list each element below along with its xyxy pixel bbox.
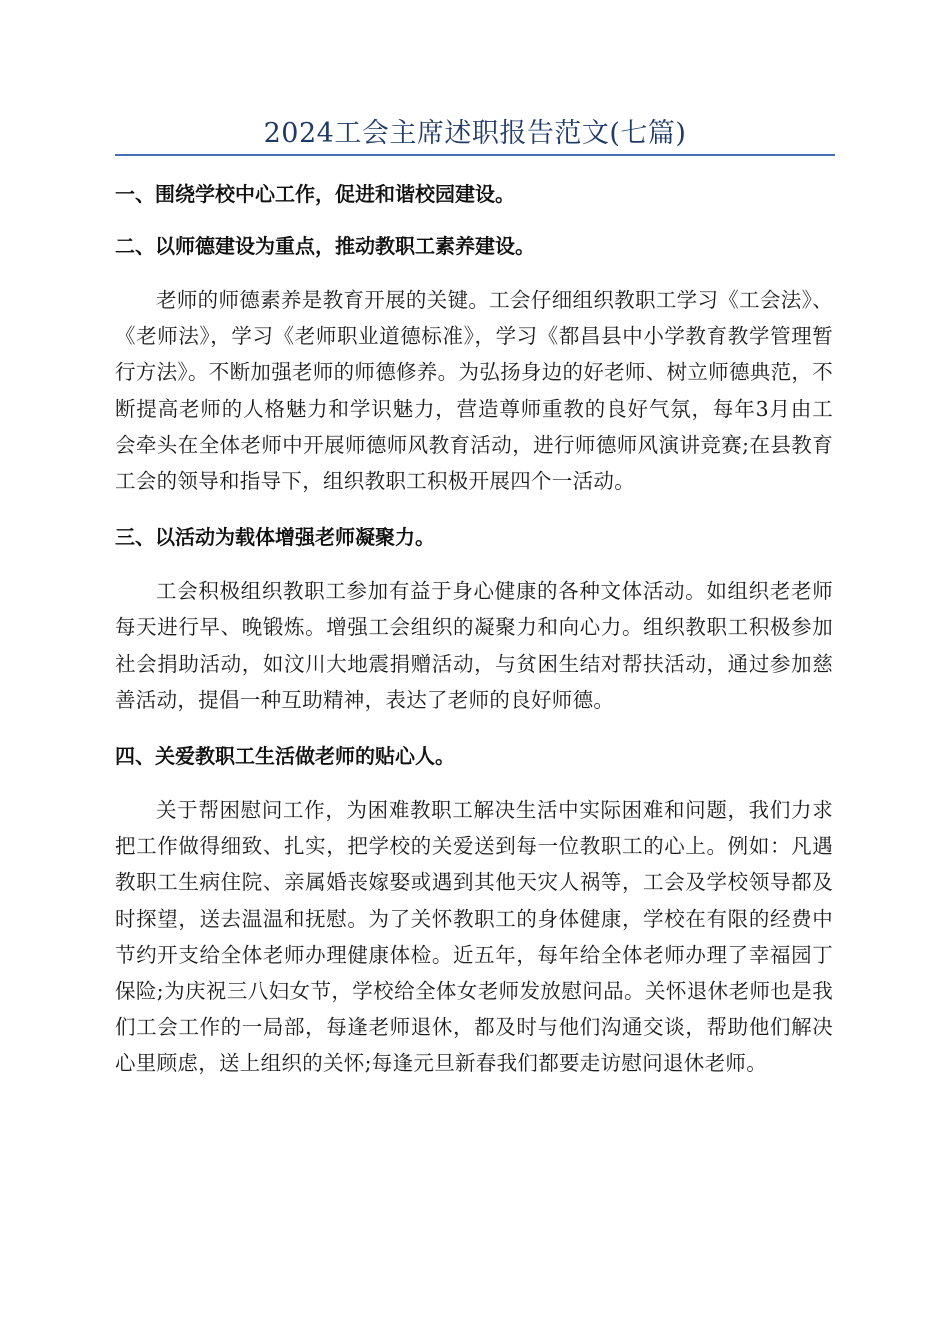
- section-paragraph-2: 老师的师德素养是教育开展的关键。工会仔细组织教职工学习《工会法》、《老师法》，学习《老师职业道德标准》，学习《都昌县中小学教育教学管理暂行方法》。不断加强老师的师德修养。为弘扬身边的好老师、树立师德典范，不断提高老师的人格魅力和学识魅力，营造尊师重教的良好气氛，每年3月由工会牵头在全体老师中开展师德师风教育活动，进行师德师风演讲竞赛;在县教育工会的领导和指导下，组织教职工积极开展四个一活动。: [115, 288, 833, 494]
- section-heading-2: 二、以师德建设为重点，推动教职工素养建设。: [115, 234, 535, 258]
- section-paragraph-4: 关于帮困慰问工作，为困难教职工解决生活中实际困难和问题，我们力求把工作做得细致、扎实，把学校的关爱送到每一位教职工的心上。例如：凡遇教职工生病住院、亲属婚丧嫁娶或遇到其他天灾人祸等，工会及学校领导都及时探望，送去温温和抚慰。为了关怀教职工的身体健康，学校在有限的经费中节约开支给全体老师办理健康体检。近五年，每年给全体老师办理了幸福园丁保险;为庆祝三八妇女节，学校给全体女老师发放慰问品。关怀退休老师也是我们工会工作的一局部，每逢老师退休，都及时与他们沟通交谈，帮助他们解决心里顾虑，送上组织的关怀;每逢元旦新春我们都要走访慰问退休老师。: [115, 798, 833, 1076]
- document-body: [115, 178, 833, 1104]
- section-heading-1: 一、围绕学校中心工作，促进和谐校园建设。: [115, 182, 515, 206]
- section-paragraph-3: 工会积极组织教职工参加有益于身心健康的各种文体活动。如组织老老师每天进行早、晚锻炼。增强工会组织的凝聚力和向心力。组织教职工积极参加社会捐助活动，如汶川大地震捐赠活动，与贫困生结对帮扶活动，通过参加慈善活动，提倡一种互助精神，表达了老师的良好师德。: [115, 579, 833, 712]
- title-underline: [115, 154, 835, 156]
- document-title: 2024工会主席述职报告范文(七篇): [263, 118, 687, 149]
- section-heading-4: 四、关爱教职工生活做老师的贴心人。: [115, 744, 455, 769]
- section-heading-3: 三、以活动为载体增强老师凝聚力。: [115, 525, 435, 550]
